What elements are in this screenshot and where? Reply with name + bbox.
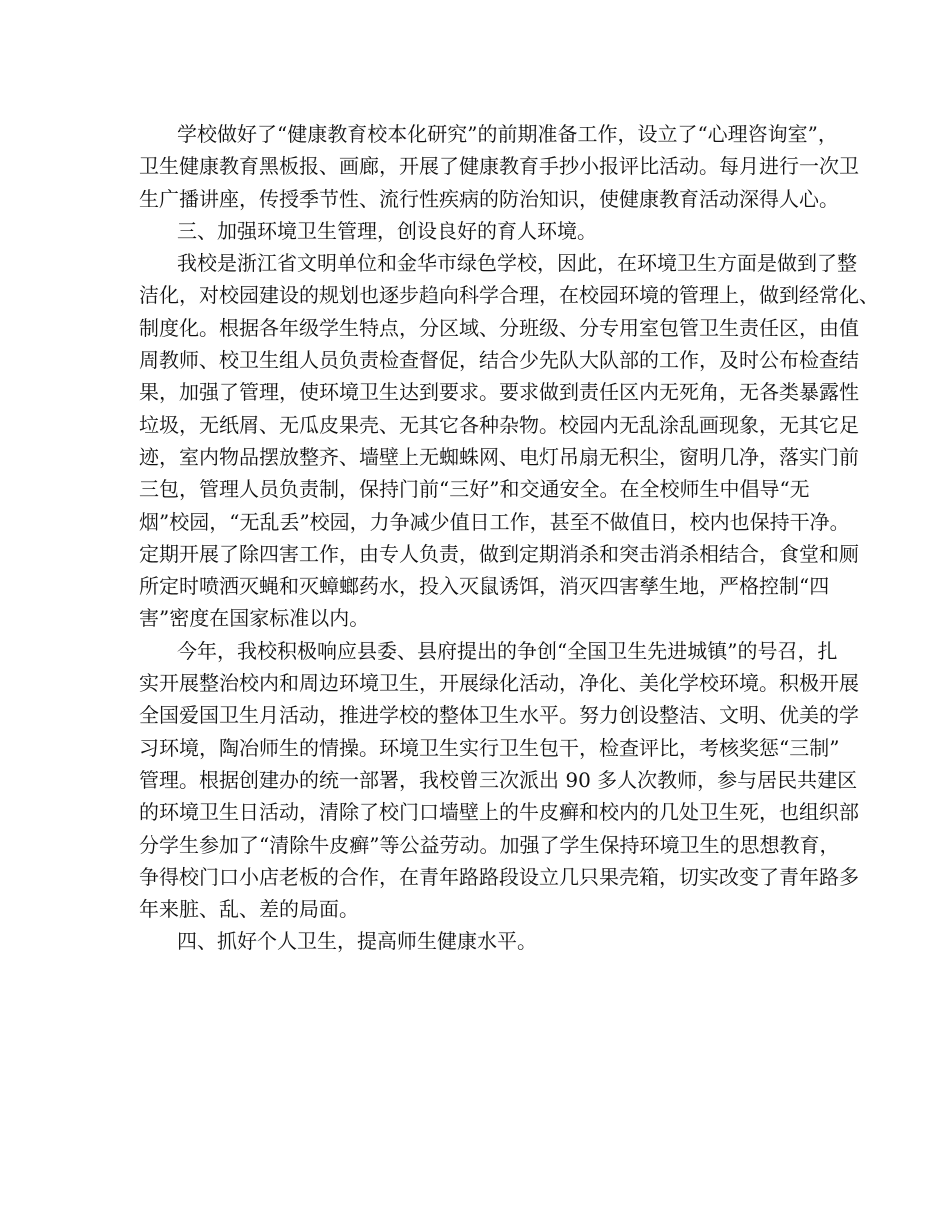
text-line: 实开展整治校内和周边环境卫生，开展绿化活动，净化、美化学校环境。积极开展	[139, 671, 859, 696]
text-line: 学校做好了“健康教育校本化研究”的前期准备工作，设立了“心理咨询室”，	[177, 122, 838, 146]
text-line: 四、抓好个人卫生，提高师生健康水平。	[177, 929, 537, 954]
text-line: 的环境卫生日活动，清除了校门口墙壁上的牛皮癣和校内的几处卫生死，也组织部	[139, 800, 859, 825]
text-line: 三、加强环境卫生管理，创设良好的育人环境。	[177, 218, 597, 243]
text-line: 烟”校园，“无乱丢”校园，力争减少值日工作，甚至不做值日，校内也保持干净。	[139, 509, 850, 534]
text-line: 洁化，对校园建设的规划也逐步趋向科学合理，在校园环境的管理上，做到经常化、	[139, 283, 879, 308]
text-line: 分学生参加了“清除牛皮癣”等公益劳动。加强了学生保持环境卫生的思想教育，	[139, 832, 840, 857]
text-line: 制度化。根据各年级学生特点，分区域、分班级、分专用室包管卫生责任区，由值	[139, 315, 859, 340]
text-line: 今年，我校积极响应县委、县府提出的争创“全国卫生先进城镇”的号召，扎	[177, 638, 838, 663]
text-line: 三包，管理人员负责制，保持门前“三好”和交通安全。在全校师生中倡导“无	[139, 477, 810, 502]
text-line: 卫生健康教育黑板报、画廊，开展了健康教育手抄小报评比活动。每月进行一次卫	[139, 154, 859, 179]
text-line: 生广播讲座，传授季节性、流行性疾病的防治知识，使健康教育活动深得人心。	[139, 186, 839, 211]
text-line: 习环境，陶冶师生的情操。环境卫生实行卫生包干，检查评比，考核奖惩“三制”	[139, 735, 840, 760]
text-line: 争得校门口小店老板的合作，在青年路路段设立几只果壳箱，切实改变了青年路多	[139, 864, 859, 889]
text-line: 周教师、校卫生组人员负责检查督促，结合少先队大队部的工作，及时公布检查结	[139, 348, 859, 373]
text-line: 迹，室内物品摆放整齐、墙壁上无蜘蛛网、电灯吊扇无积尘，窗明几净，落实门前	[139, 444, 859, 469]
text-line: 害”密度在国家标准以内。	[139, 606, 370, 631]
text-line: 定期开展了除四害工作，由专人负责，做到定期消杀和突击消杀相结合，食堂和厕	[139, 541, 859, 566]
text-line: 垃圾，无纸屑、无瓜皮果壳、无其它各种杂物。校园内无乱涂乱画现象，无其它足	[139, 412, 859, 437]
text-line: 我校是浙江省文明单位和金华市绿色学校，因此，在环境卫生方面是做到了整	[177, 251, 857, 276]
text-line: 管理。根据创建办的统一部署，我校曾三次派出 90 多人次教师，参与居民共建区	[139, 767, 858, 792]
text-line: 所定时喷洒灭蝇和灭蟑螂药水，投入灭鼠诱饵，消灭四害孳生地，严格控制“四	[139, 574, 830, 599]
text-line: 全国爱国卫生月活动，推进学校的整体卫生水平。努力创设整洁、文明、优美的学	[139, 703, 859, 728]
document-body	[139, 118, 879, 958]
text-line: 果，加强了管理，使环境卫生达到要求。要求做到责任区内无死角，无各类暴露性	[139, 380, 859, 405]
text-line: 年来脏、乱、差的局面。	[139, 897, 359, 922]
